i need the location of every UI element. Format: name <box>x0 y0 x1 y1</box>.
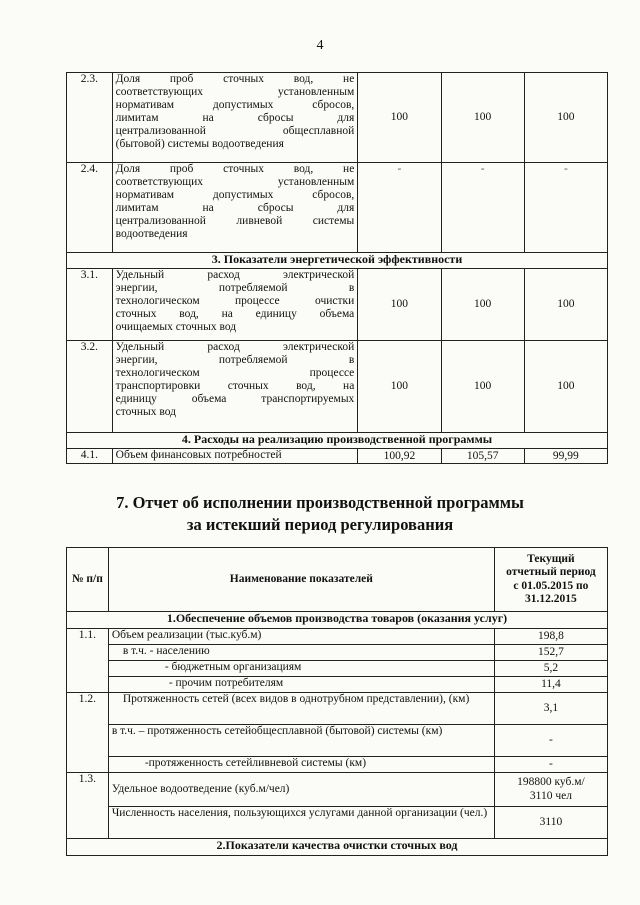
section-row <box>67 839 608 856</box>
indicator-value: 198,8 <box>494 629 607 645</box>
desc-line: нормативам допустимых сбросов, <box>115 99 355 111</box>
row-number: 2.3. <box>67 73 113 163</box>
row-description <box>112 163 358 253</box>
period-line: 31.12.2015 <box>525 593 577 605</box>
desc-line: технологическом процессе очистки <box>115 295 355 307</box>
row-description <box>112 341 358 433</box>
desc-line: (бытовой) системы водоотведения <box>115 138 284 150</box>
table-row <box>67 661 608 677</box>
row-number: 3.2. <box>67 341 113 433</box>
desc-line: сточных вод <box>115 406 177 418</box>
section7-title-line2: за истекший период регулирования <box>186 515 454 534</box>
value-cell: 105,57 <box>441 449 524 464</box>
header-row <box>67 548 608 612</box>
period-line: Текущий <box>527 552 575 565</box>
table-row <box>67 725 608 757</box>
indicators-table <box>66 72 608 464</box>
indicator-value: 5,2 <box>494 661 607 677</box>
row-description <box>112 73 358 163</box>
desc-line: очищаемых сточных вод <box>115 321 237 333</box>
value-cell: 100 <box>524 73 607 163</box>
section-title: 4. Расходы на реализацию производственной программы <box>67 433 608 449</box>
section-title: 3. Показатели энергетической эффективности <box>67 253 608 269</box>
row-number: 2.4. <box>67 163 113 253</box>
section-title: 2.Показатели качества очистки сточных вод <box>67 839 608 856</box>
desc-line: водоотведения <box>115 228 188 240</box>
section-row <box>67 253 608 269</box>
indicator-value: 11,4 <box>494 677 607 693</box>
header-number: № п/п <box>67 548 109 612</box>
desc-line: Доля проб сточных вод, не <box>115 163 355 175</box>
period-line: с 01.05.2015 по <box>513 579 589 592</box>
value-line: 3110 чел <box>529 789 572 802</box>
desc-line: лимитам на сбросы для <box>115 112 355 124</box>
table-row <box>67 773 608 807</box>
row-number: 1.3. <box>67 773 109 839</box>
indicator-name: в т.ч. – протяженность сетейобщесплавной (бытовой) системы (км) <box>108 725 494 757</box>
desc-line: единицу объема транспортируемых <box>115 393 355 405</box>
value-cell: 100 <box>358 341 441 433</box>
value-cell: 100 <box>524 341 607 433</box>
section-row <box>67 433 608 449</box>
value-cell: - <box>524 163 607 253</box>
desc-line: соответствующих установленным <box>115 86 355 98</box>
row-description <box>112 269 358 341</box>
row-number: 1.1. <box>67 629 109 693</box>
table-row <box>67 677 608 693</box>
table-row <box>67 645 608 661</box>
desc-line: централизованной общесплавной <box>115 125 355 137</box>
table-row <box>67 269 608 341</box>
table-row <box>67 341 608 433</box>
desc-line: транспортировки сточных вод, на <box>115 380 355 392</box>
desc-line: соответствующих установленным <box>115 176 355 188</box>
table-row <box>67 757 608 773</box>
indicator-value: 3110 <box>494 807 607 839</box>
report-table <box>66 547 608 856</box>
indicator-name: - прочим потребителям <box>108 677 494 693</box>
value-cell: 100 <box>524 269 607 341</box>
table-row <box>67 807 608 839</box>
indicator-name: Удельное водоотведение (куб.м/чел) <box>108 773 494 807</box>
section7-title-line1: 7. Отчет об исполнении производственной программы <box>116 493 524 512</box>
row-description: Объем финансовых потребностей <box>112 449 358 464</box>
row-number: 4.1. <box>67 449 113 464</box>
indicator-value: 152,7 <box>494 645 607 661</box>
table-row <box>67 693 608 725</box>
row-number: 3.1. <box>67 269 113 341</box>
row-number: 1.2. <box>67 693 109 773</box>
table-row <box>67 449 608 464</box>
value-cell: 100 <box>358 269 441 341</box>
indicator-value: - <box>494 757 607 773</box>
desc-line: Доля проб сточных вод, не <box>115 73 355 85</box>
value-cell: 100 <box>358 73 441 163</box>
table-row <box>67 73 608 163</box>
value-cell: 100 <box>441 73 524 163</box>
desc-line: сточных вод, на единицу объема <box>115 308 355 320</box>
indicator-name: Объем реализации (тыс.куб.м) <box>108 629 494 645</box>
table-row <box>67 629 608 645</box>
desc-line: нормативам допустимых сбросов, <box>115 189 355 201</box>
indicator-name: в т.ч. - населению <box>108 645 494 661</box>
indicator-value: 3,1 <box>494 693 607 725</box>
value-cell: 100 <box>441 341 524 433</box>
desc-line: энергии, потребляемой в <box>115 354 355 366</box>
indicator-name: Численность населения, пользующихся услугами данной организации (чел.) <box>108 807 494 839</box>
section-title: 1.Обеспечение объемов производства товаров (оказания услуг) <box>67 612 608 629</box>
value-cell: - <box>358 163 441 253</box>
desc-line: Удельный расход электрической <box>115 341 355 353</box>
desc-line: энергии, потребляемой в <box>115 282 355 294</box>
indicator-name: Протяженность сетей (всех видов в однотрубном представлении), (км) <box>108 693 494 725</box>
section-row <box>67 612 608 629</box>
value-cell: 100 <box>441 269 524 341</box>
value-cell: - <box>441 163 524 253</box>
desc-line: лимитам на сбросы для <box>115 202 355 214</box>
value-line: 198800 куб.м/ <box>517 776 585 788</box>
value-cell: 99,99 <box>524 449 607 464</box>
indicator-value <box>494 773 607 807</box>
header-name: Наименование показателей <box>108 548 494 612</box>
desc-line: централизованной ливневой системы <box>115 215 355 227</box>
page-number: 4 <box>316 38 324 53</box>
indicator-value: - <box>494 725 607 757</box>
indicator-name: - бюджетным организациям <box>108 661 494 677</box>
desc-line: технологическом процессе <box>115 367 355 379</box>
value-cell: 100,92 <box>358 449 441 464</box>
period-line: отчетный период <box>506 566 596 578</box>
desc-line: Удельный расход электрической <box>115 269 355 281</box>
table-row <box>67 163 608 253</box>
indicator-name: -протяженность сетейливневой системы (км) <box>108 757 494 773</box>
header-period <box>494 548 607 612</box>
